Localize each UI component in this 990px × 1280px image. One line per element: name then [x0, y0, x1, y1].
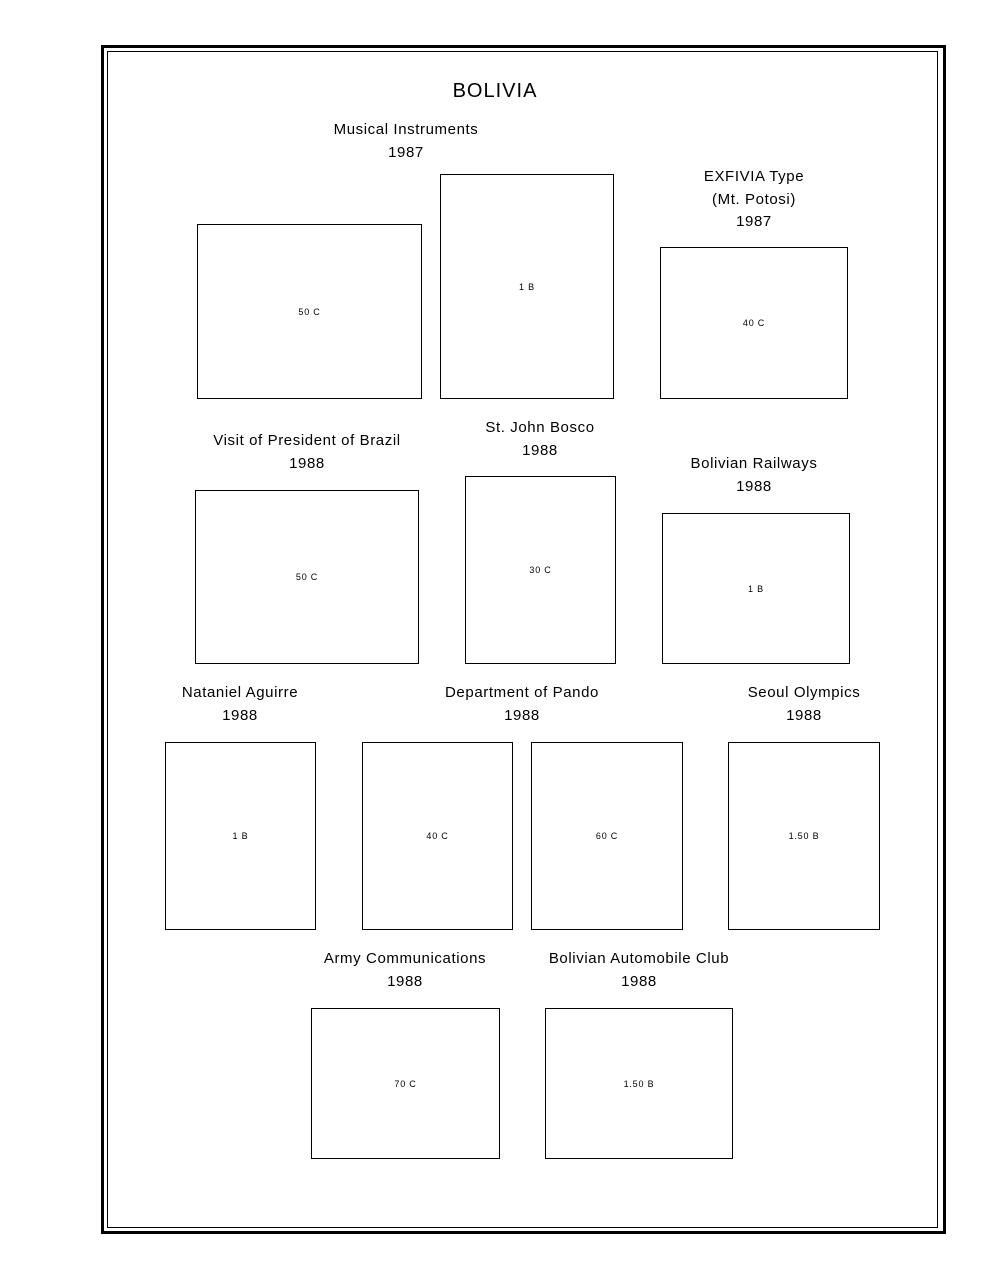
caption-line: 1988: [621, 972, 657, 990]
caption-line: 1988: [289, 454, 325, 472]
caption-line: Visit of President of Brazil: [213, 432, 401, 449]
stamp-value: 50 C: [295, 572, 319, 582]
caption-line: Army Communications: [323, 950, 487, 967]
caption-line: 1988: [504, 706, 540, 724]
stamp-box: [165, 742, 316, 930]
stamp-value: 30 C: [529, 565, 552, 575]
caption-musical-instruments: [306, 119, 506, 164]
stamp-box: [195, 490, 419, 664]
stamp-box: [465, 476, 616, 664]
caption-line: 1988: [387, 972, 423, 990]
stamp-box: [311, 1008, 500, 1159]
stamp-value: 1.50 B: [788, 831, 820, 841]
caption-line: 1988: [222, 706, 258, 724]
caption-line: 1988: [522, 441, 558, 459]
caption-st-john-bosco: [440, 417, 640, 462]
stamp-value: 60 C: [595, 831, 619, 841]
caption-visit-president-brazil: [177, 430, 437, 475]
caption-line: Seoul Olympics: [747, 684, 861, 701]
stamp-value: 1 B: [519, 281, 535, 292]
stamp-box: [545, 1008, 733, 1159]
caption-seoul-olympics: [704, 682, 904, 727]
caption-department-of-pando: [412, 682, 632, 727]
caption-line: 1987: [388, 143, 424, 161]
stamp-box: [660, 247, 848, 399]
stamp-value: 1 B: [232, 831, 249, 841]
caption-line: Nataniel Aguirre: [181, 684, 299, 701]
stamp-box: [197, 224, 422, 399]
caption-line: 1988: [736, 477, 772, 495]
caption-line: Bolivian Railways: [690, 455, 818, 472]
stamp-box: [440, 174, 614, 399]
caption-exfivia-type: [654, 166, 854, 234]
caption-line: EXFIVIA Type: [703, 168, 805, 185]
caption-line: Department of Pando: [445, 684, 599, 701]
stamp-box: [728, 742, 880, 930]
stamp-value: 40 C: [426, 831, 449, 841]
caption-bolivian-automobile-club: [519, 948, 759, 993]
caption-army-communications: [295, 948, 515, 993]
stamp-value: 70 C: [394, 1078, 417, 1089]
stamp-box: [362, 742, 513, 930]
caption-line: 1988: [786, 706, 822, 724]
stamp-box: [662, 513, 850, 664]
caption-line: Bolivian Automobile Club: [548, 950, 730, 967]
caption-line: 1987: [736, 213, 772, 230]
stamp-value: 1 B: [748, 583, 764, 594]
caption-bolivian-railways: [654, 453, 854, 498]
stamp-box: [531, 742, 683, 930]
caption-line: (Mt. Potosi): [712, 190, 796, 208]
page-title: BOLIVIA: [452, 80, 538, 102]
stamp-value: 40 C: [742, 318, 766, 328]
caption-nataniel-aguirre: [140, 682, 340, 727]
stamp-value: 1.50 B: [623, 1078, 655, 1089]
stamp-value: 50 C: [298, 306, 321, 317]
caption-line: Musical Instruments: [333, 121, 479, 138]
caption-line: St. John Bosco: [485, 419, 595, 436]
